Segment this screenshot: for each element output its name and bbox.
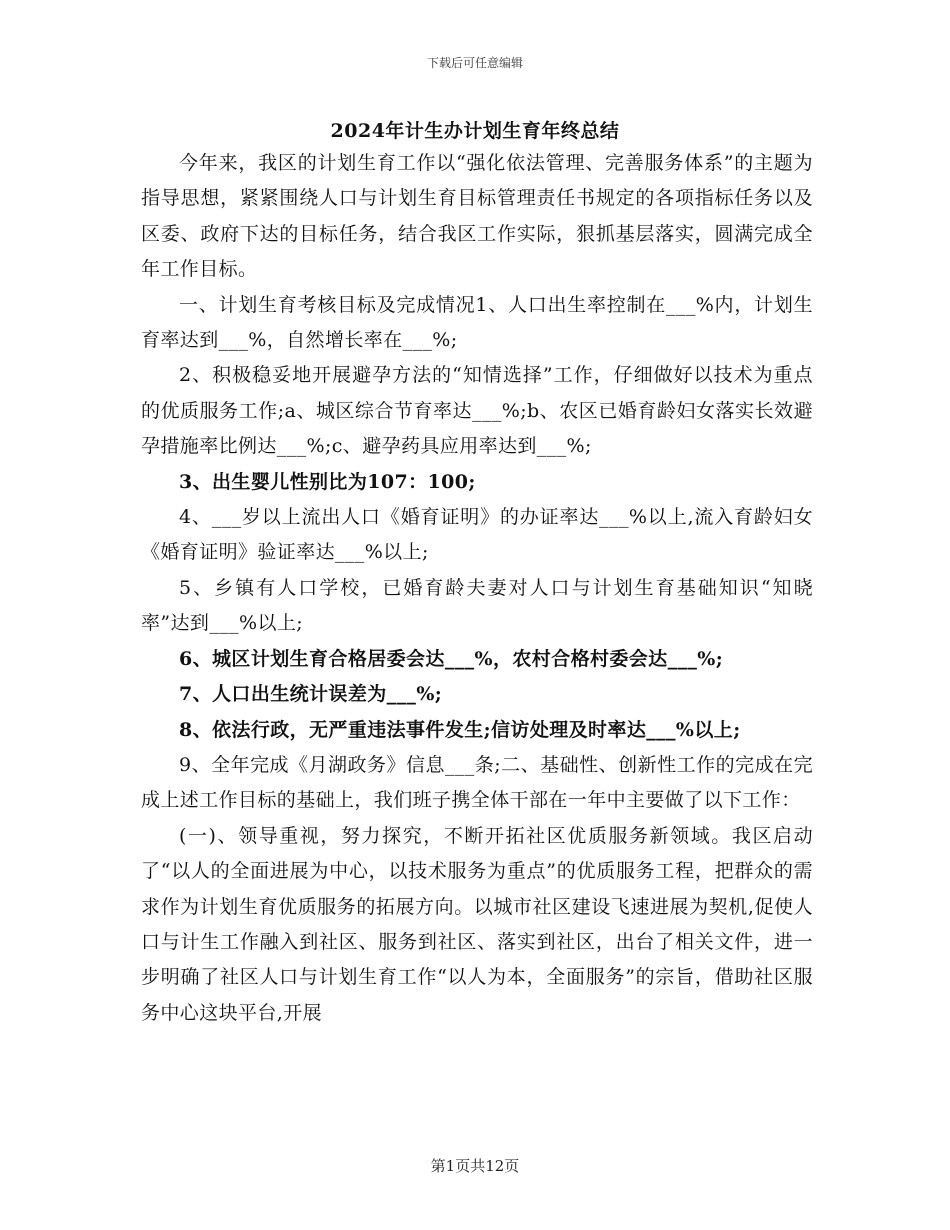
paragraph-item-2: 2、积极稳妥地开展避孕方法的“知情选择”工作，仔细做好以技术为重点的优质服务工作;a、城区综合节育率达___%;b、农区已婚育龄妇女落实长效避孕措施率比例达___%;c、避孕药具应用率达到___%;: [141, 364, 813, 458]
header-note: 下载后可任意编辑: [426, 56, 523, 70]
paragraph-item-7: 7、人口出生统计误差为___%;: [179, 683, 443, 706]
paragraph-item-4: 4、___岁以上流出人口《婚育证明》的办证率达___%以上,流入育龄妇女《婚育证明》验证率达___%以上;: [141, 506, 813, 564]
paragraph-section-1: (一)、领导重视，努力探究，不断开拓社区优质服务新领域。我区启动了“以人的全面进展为中心，以技术服务为重点”的优质服务工程，把群众的需求作为计划生育优质服务的拓展方向。以城市社区建设飞速进展为契机,促使人口与计生工作融入到社区、服务到社区、落实到社区，出台了相关文件，进一步明确了社区人口与计划生育工作“以人为本，全面服务”的宗旨，借助社区服务中心这块平台,开展: [141, 824, 813, 1024]
page-footer: 第1页共12页: [430, 1157, 520, 1175]
document-title: 2024年计生办计划生育年终总结: [330, 120, 620, 142]
paragraph-item-5: 5、乡镇有人口学校，已婚育龄夫妻对人口与计划生育基础知识“知晓率”达到___%以上;: [141, 576, 813, 635]
paragraph-item-1: 一、计划生育考核目标及完成情况1、人口出生率控制在___%内，计划生育率达到___%，自然增长率在___%;: [141, 293, 813, 352]
paragraph-item-8: 8、依法行政，无严重违法事件发生;信访处理及时率达___%以上;: [179, 718, 741, 741]
document-body: [141, 146, 813, 1031]
paragraph-item-9: 9、全年完成《月湖政务》信息___条;二、基础性、创新性工作的完成在完成上述工作目标的基础上，我们班子携全体干部在一年中主要做了以下工作：: [141, 753, 813, 812]
paragraph-item-3: 3、出生婴儿性别比为107：100;: [179, 470, 476, 493]
paragraph-item-6: 6、城区计划生育合格居委会达___%，农村合格村委会达___%;: [179, 647, 724, 670]
paragraph-intro: 今年来，我区的计划生育工作以“强化依法管理、完善服务体系”的主题为指导思想，紧紧围绕人口与计划生育目标管理责任书规定的各项指标任务以及区委、政府下达的目标任务，结合我区工作实际，狠抓基层落实，圆满完成全年工作目标。: [141, 152, 813, 281]
